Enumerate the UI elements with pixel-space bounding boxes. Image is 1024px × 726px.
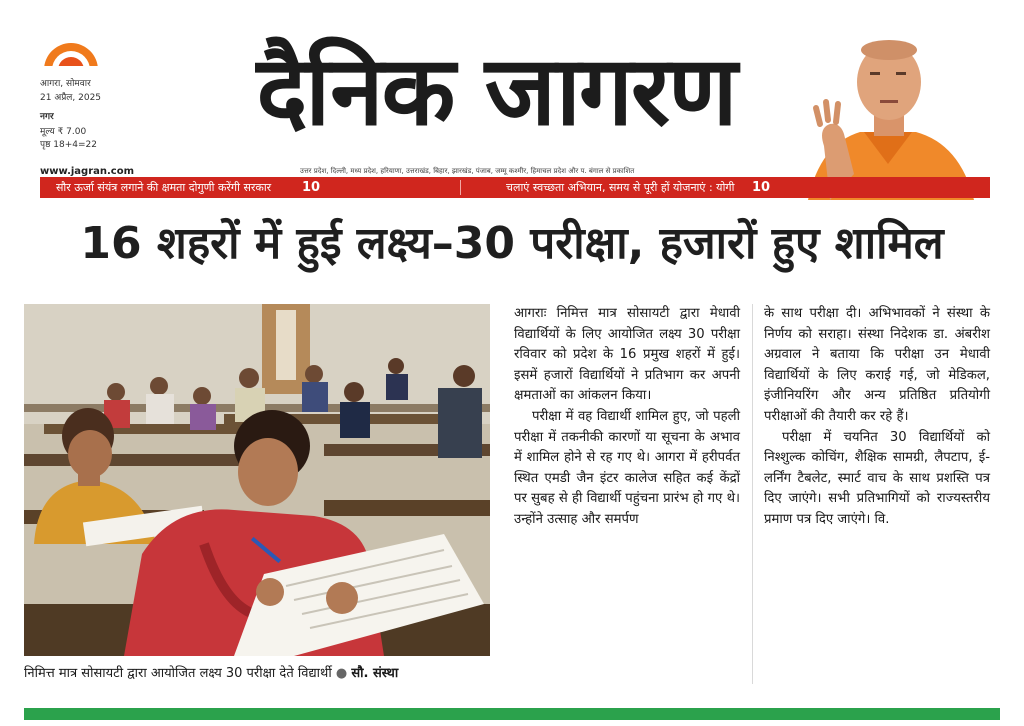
chief-minister-photo — [790, 24, 986, 200]
teaser-strip — [40, 177, 990, 198]
teaser-left[interactable]: सौर ऊर्जा संयंत्र लगाने की क्षमता दोगुणी करेंगी सरकार — [56, 181, 272, 194]
article-headline: 16 शहरों में हुई लक्ष्य–30 परीक्षा, हजारों हुए शामिल — [80, 218, 944, 269]
strip-divider — [460, 180, 461, 195]
photo-caption — [24, 665, 490, 683]
page-count: पृष्ठ 18+4=22 — [40, 140, 97, 150]
article-column-1 — [514, 304, 740, 531]
exam-photo — [24, 304, 490, 656]
teaser-left-page: 10 — [302, 180, 321, 195]
article-paragraph: आगराः निमित्त मात्र सोसायटी द्वारा मेधावी विद्यार्थियों के लिए आयोजित लक्ष्य 30 परीक्षा रविवार को प्रदेश के 16 प्रमुख शहरों में हुई। इसमें हजारों विद्यार्थियों ने प्रतिभाग कर अपनी क्षमताओं का आंकलन किया। — [514, 306, 740, 404]
city-day: आगरा, सोमवार — [40, 79, 91, 89]
caption-text: निमित्त मात्र सोसायटी द्वारा आयोजित लक्ष्य 30 परीक्षा देते विद्यार्थी — [24, 666, 332, 681]
column-divider — [752, 304, 753, 684]
article-paragraph: परीक्षा में चयनित 30 विद्यार्थियों को निश्शुल्क कोचिंग, शैक्षिक सामग्री, लैपटाप, ई-लर्निंग टैबलेट, स्मार्ट वाच के साथ प्रशस्ति पत्र दिए जाएंगे। सभी प्रतिभागियों को राज्यस्तरीय प्रमाण पत्र दिए जाएंगे। वि. — [764, 429, 990, 527]
edition-name: नगर — [40, 112, 54, 122]
newspaper-title: दैनिक जागरण — [256, 35, 736, 147]
editions-line: उत्तर प्रदेश, दिल्ली, मध्य प्रदेश, हरियाणा, उत्तराखंड, बिहार, झारखंड, पंजाब, जम्मू कश्मीर, हिमाचल प्रदेश और प. बंगाल से प्रकाशित — [300, 167, 635, 175]
teaser-right[interactable]: चलाएं स्वच्छता अभियान, समय से पूरी हों योजनाएं : योगी — [506, 181, 735, 194]
teaser-right-page: 10 — [752, 180, 771, 195]
article-paragraph: के साथ परीक्षा दी। अभिभावकों ने संस्था के निर्णय को सराहा। संस्था निदेशक डा. अंबरीश अग्रवाल ने बताया कि परीक्षा उन मेधावी विद्यार्थियों के लिए कराई गई, जो मेडिकल, इंजीनियरिंग और अन्य प्रतिष्ठित प्रतियोगी परीक्षाओं की तैयारी कर रहे हैं। — [764, 306, 990, 424]
bottom-green-bar — [24, 708, 1000, 720]
photo-credit: सौ. संस्था — [351, 666, 399, 681]
price: मूल्य ₹ 7.00 — [40, 127, 87, 137]
article-paragraph: परीक्षा में वह विद्यार्थी शामिल हुए, जो पहली परीक्षा में तकनीकी कारणों या सूचना के अभाव में शामिल होने से रह गए थे। आगरा में हरीपर्वत स्थित एमडी जैन इंटर कालेज सहित कई केंद्रों पर सुबह से ही विद्यार्थी पहुंचना प्रारंभ हो गए थे। उन्होंने उत्साह और समर्पण — [514, 408, 740, 527]
sun-logo-icon — [40, 36, 102, 70]
website-link[interactable]: www.jagran.com — [40, 166, 135, 177]
article-column-2 — [764, 304, 990, 531]
issue-date: 21 अप्रैल, 2025 — [40, 93, 102, 103]
caption-bullet-icon: ● — [335, 666, 352, 681]
